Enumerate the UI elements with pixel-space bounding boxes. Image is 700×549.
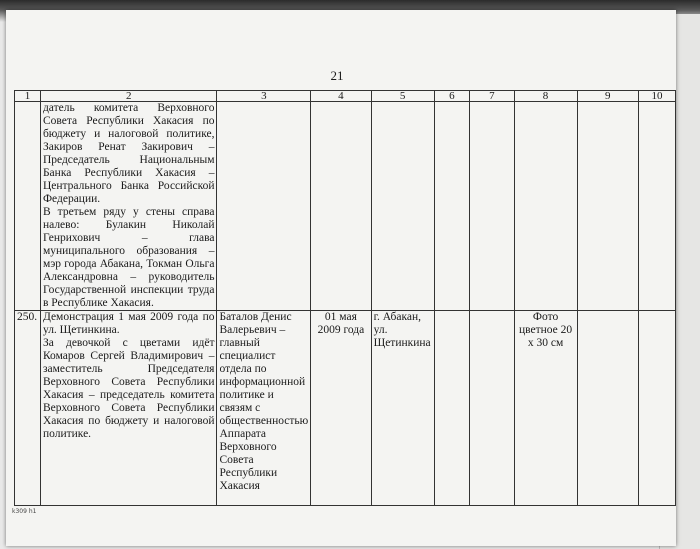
cell-number: 250. (15, 311, 41, 506)
cell-description (40, 311, 217, 506)
cell-col9 (577, 102, 638, 311)
column-header-5: 5 (371, 91, 434, 102)
cell-col7 (470, 102, 514, 311)
description-paragraph: За девочкой с цветами идёт Комаров Сергей Владимирович – заместитель Председателя Верховного Совета Республики Хакасия – председатель комитета Верховного Совета Республики Хакасия по бюджету и налоговой политике. (42, 337, 215, 440)
cell-col9 (577, 311, 638, 506)
column-header-9: 9 (577, 91, 638, 102)
cell-col10 (638, 311, 675, 506)
catalog-table (14, 90, 676, 506)
cell-author: Баталов Денис Валерьевич – главный специалист отдела по информационной политике и связям с общественностью Аппарата Верховного Совета Республики Хакасия (217, 311, 311, 506)
column-header-8: 8 (514, 91, 577, 102)
cell-format: Фото цветное 20 х 30 см (514, 311, 577, 506)
cell-place: г. Абакан, ул. Щетинкина (371, 311, 434, 506)
cell-number (15, 102, 41, 311)
description-paragraph: В третьем ряду у стены справа налево: Булакин Николай Генрихович – глава муниципального образования – мэр города Абакана, Токман Ольга Александровна – руководитель Государственной инспекции труда в Республике Хакасия. (42, 206, 215, 309)
cell-date (311, 102, 371, 311)
document-page (6, 10, 676, 546)
column-header-10: 10 (638, 91, 675, 102)
column-header-7: 7 (470, 91, 514, 102)
footer-code: k309 h1 (12, 508, 37, 515)
cell-col6 (434, 102, 470, 311)
column-header-2: 2 (40, 91, 217, 102)
description-paragraph: датель комитета Верховного Совета Республики Хакасия по бюджету и налоговой политике, Закиров Ренат Закирович – Председатель Национальным Банка Республики Хакасия – Центрального Банка Российской Федерации. (42, 102, 215, 205)
cell-author (217, 102, 311, 311)
table-row-250 (15, 311, 676, 506)
cell-col6 (434, 311, 470, 506)
cell-date: 01 мая 2009 года (311, 311, 371, 506)
column-header-3: 3 (217, 91, 311, 102)
page-number: 21 (330, 68, 344, 83)
cell-col7 (470, 311, 514, 506)
table-row-continuation (15, 102, 676, 311)
cell-col10 (638, 102, 675, 311)
column-number-row (15, 91, 676, 102)
column-header-1: 1 (15, 91, 41, 102)
column-header-4: 4 (311, 91, 371, 102)
cell-place (371, 102, 434, 311)
column-header-6: 6 (434, 91, 470, 102)
cell-format (514, 102, 577, 311)
description-paragraph: Демонстрация 1 мая 2009 года по ул. Щетинкина. (42, 311, 215, 336)
cell-description (40, 102, 217, 311)
